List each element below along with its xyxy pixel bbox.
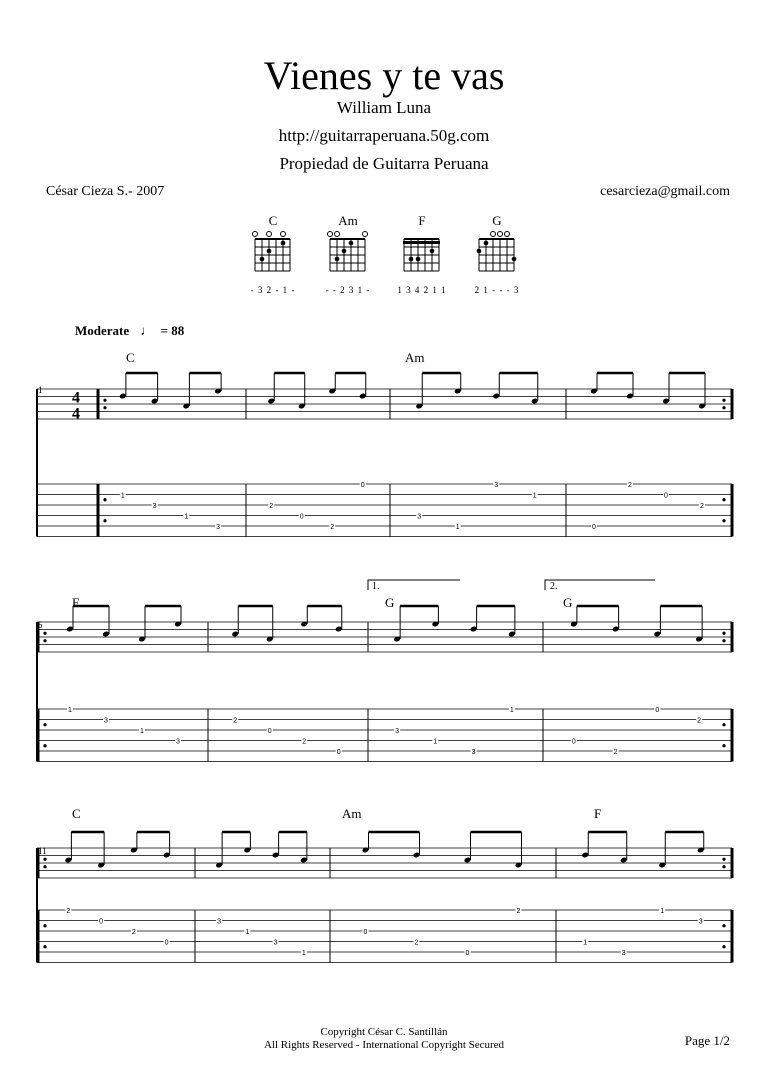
tab-fret-number: 1 [660,908,665,915]
tab-fret-number: 3 [471,749,476,756]
chord-name: C [268,213,278,228]
song-title: Vienes y te vas [263,53,505,98]
repeat-dot [43,744,46,747]
tab-fret-number: 1 [455,524,460,531]
quarter-note-icon: ♩ [140,323,154,338]
tab-fret-number: 0 [99,918,104,926]
system-2-chord-f: F [72,595,80,610]
chord-name: G [492,213,502,228]
tab-fret-number: 1 [68,707,72,714]
tab-fret-number: 0 [164,939,169,947]
repeat-dot [722,924,725,927]
tempo-label: Moderate [75,323,130,338]
measure-number: 5 [38,620,43,630]
repeat-dot [43,639,46,642]
repeat-dot [103,399,106,402]
tab-fret-number: 2 [131,929,136,936]
tab-fret-number: 0 [336,749,341,756]
tempo-value: = 88 [160,323,185,338]
tab-fret-number: 0 [664,492,668,500]
chord-fingering: - 3 2 - 1 - [250,285,296,295]
page-number: Page 1/2 [684,1033,730,1048]
repeat-dot [722,399,725,402]
tab-fret-number: 1 [301,950,306,957]
tab-fret-number: 1 [433,738,438,746]
repeat-dot [43,924,46,927]
time-signature: 4 [72,405,80,423]
system-1-chord-c: C [126,350,135,365]
chord-fingering: 1 3 4 2 1 1 [397,285,447,295]
tab-fret-number: 2 [613,749,618,756]
tab-fret-number: 2 [269,503,274,510]
repeat-dot [103,498,106,501]
time-signature: 4 [72,389,80,407]
arranger-credit: César Cieza S.- 2007 [46,184,165,199]
repeat-dot [722,865,725,868]
repeat-dot [43,865,46,868]
repeat-dot [722,858,725,861]
tab-fret-number: 0 [592,524,596,531]
volta-1-label: 1. [372,581,380,592]
tab-fret-number: 3 [273,939,278,947]
tab-fret-number: 1 [120,492,125,500]
repeat-dot [722,744,725,747]
repeat-dot [722,945,725,948]
footer [0,1026,768,1052]
tab-fret-number: 1 [184,513,189,521]
tab-fret-number: 3 [417,513,422,521]
property-notice: Propiedad de Guitarra Peruana [279,154,489,173]
tab-fret-number: 2 [697,717,702,725]
tab-fret-number: 2 [233,717,238,725]
repeat-dot [722,406,725,409]
measure-number: 1 [38,385,43,395]
tab-fret-number: 0 [363,929,368,936]
tab-fret-number: 3 [216,524,221,531]
repeat-dot [722,498,725,501]
repeat-dot [43,632,46,635]
tab-fret-number: 0 [571,738,576,746]
email-contact[interactable]: cesarcieza@gmail.com [600,184,730,199]
chord-name: Am [338,213,358,228]
repeat-dot [103,519,106,522]
repeat-dot [722,639,725,642]
tab-fret-number: 3 [176,738,180,746]
repeat-dot [43,945,46,948]
tab-fret-number: 0 [299,513,304,521]
chord-name: F [418,213,426,228]
repeat-dot [43,723,46,726]
measure-number: 11 [38,846,47,856]
repeat-dot [722,723,725,726]
tab-fret-number: 1 [509,707,514,714]
system-3-chord-f: F [594,806,602,821]
chord-fingering: 2 1 - - - 3 [474,285,520,295]
volta-2-label: 2. [550,581,558,592]
tab-fret-number: 1 [532,492,537,500]
chord-fingering: - - 2 3 1 - [325,285,371,295]
system-2-chord-g2: G [563,595,573,610]
system-2-chord-g1: G [385,595,395,610]
system-3-chord-c: C [72,806,81,821]
tab-fret-number: 2 [700,503,704,510]
tab-fret-number: 2 [414,939,419,947]
tab-fret-number: 2 [628,482,632,489]
tab-fret-number: 1 [583,939,588,947]
tab-fret-number: 0 [267,728,272,735]
system-1-chord-am: Am [405,350,425,365]
volta-1-bracket [368,580,460,590]
repeat-dot [103,406,106,409]
tab-fret-number: 2 [330,524,335,531]
tab-fret-number: 3 [494,482,499,489]
tab-fret-number: 3 [395,728,400,735]
repeat-dot [722,519,725,522]
repeat-dot [722,632,725,635]
copyright-line: Copyright César C. Santillán [320,1026,448,1038]
tab-fret-number: 3 [217,918,222,926]
website-link[interactable]: http://guitarraperuana.50g.com [278,126,490,145]
tab-fret-number: 3 [621,950,626,957]
rights-line: All Rights Reserved - International Copyright Secured [263,1039,505,1051]
tab-fret-number: 2 [66,908,71,915]
tab-fret-number: 1 [245,929,250,936]
volta-2-bracket [545,580,655,590]
tab-fret-number: 2 [516,908,521,915]
tab-fret-number: 1 [140,728,144,735]
tab-fret-number: 3 [104,717,108,725]
tab-fret-number: 3 [152,503,157,510]
system-3-chord-am: Am [342,806,362,821]
tab-fret-number: 0 [655,707,660,714]
repeat-dot [43,858,46,861]
artist-name: William Luna [336,98,432,117]
tab-fret-number: 0 [465,950,470,957]
tab-fret-number: 3 [698,918,703,926]
tab-fret-number: 2 [302,738,307,746]
tab-fret-number: 0 [360,482,365,489]
